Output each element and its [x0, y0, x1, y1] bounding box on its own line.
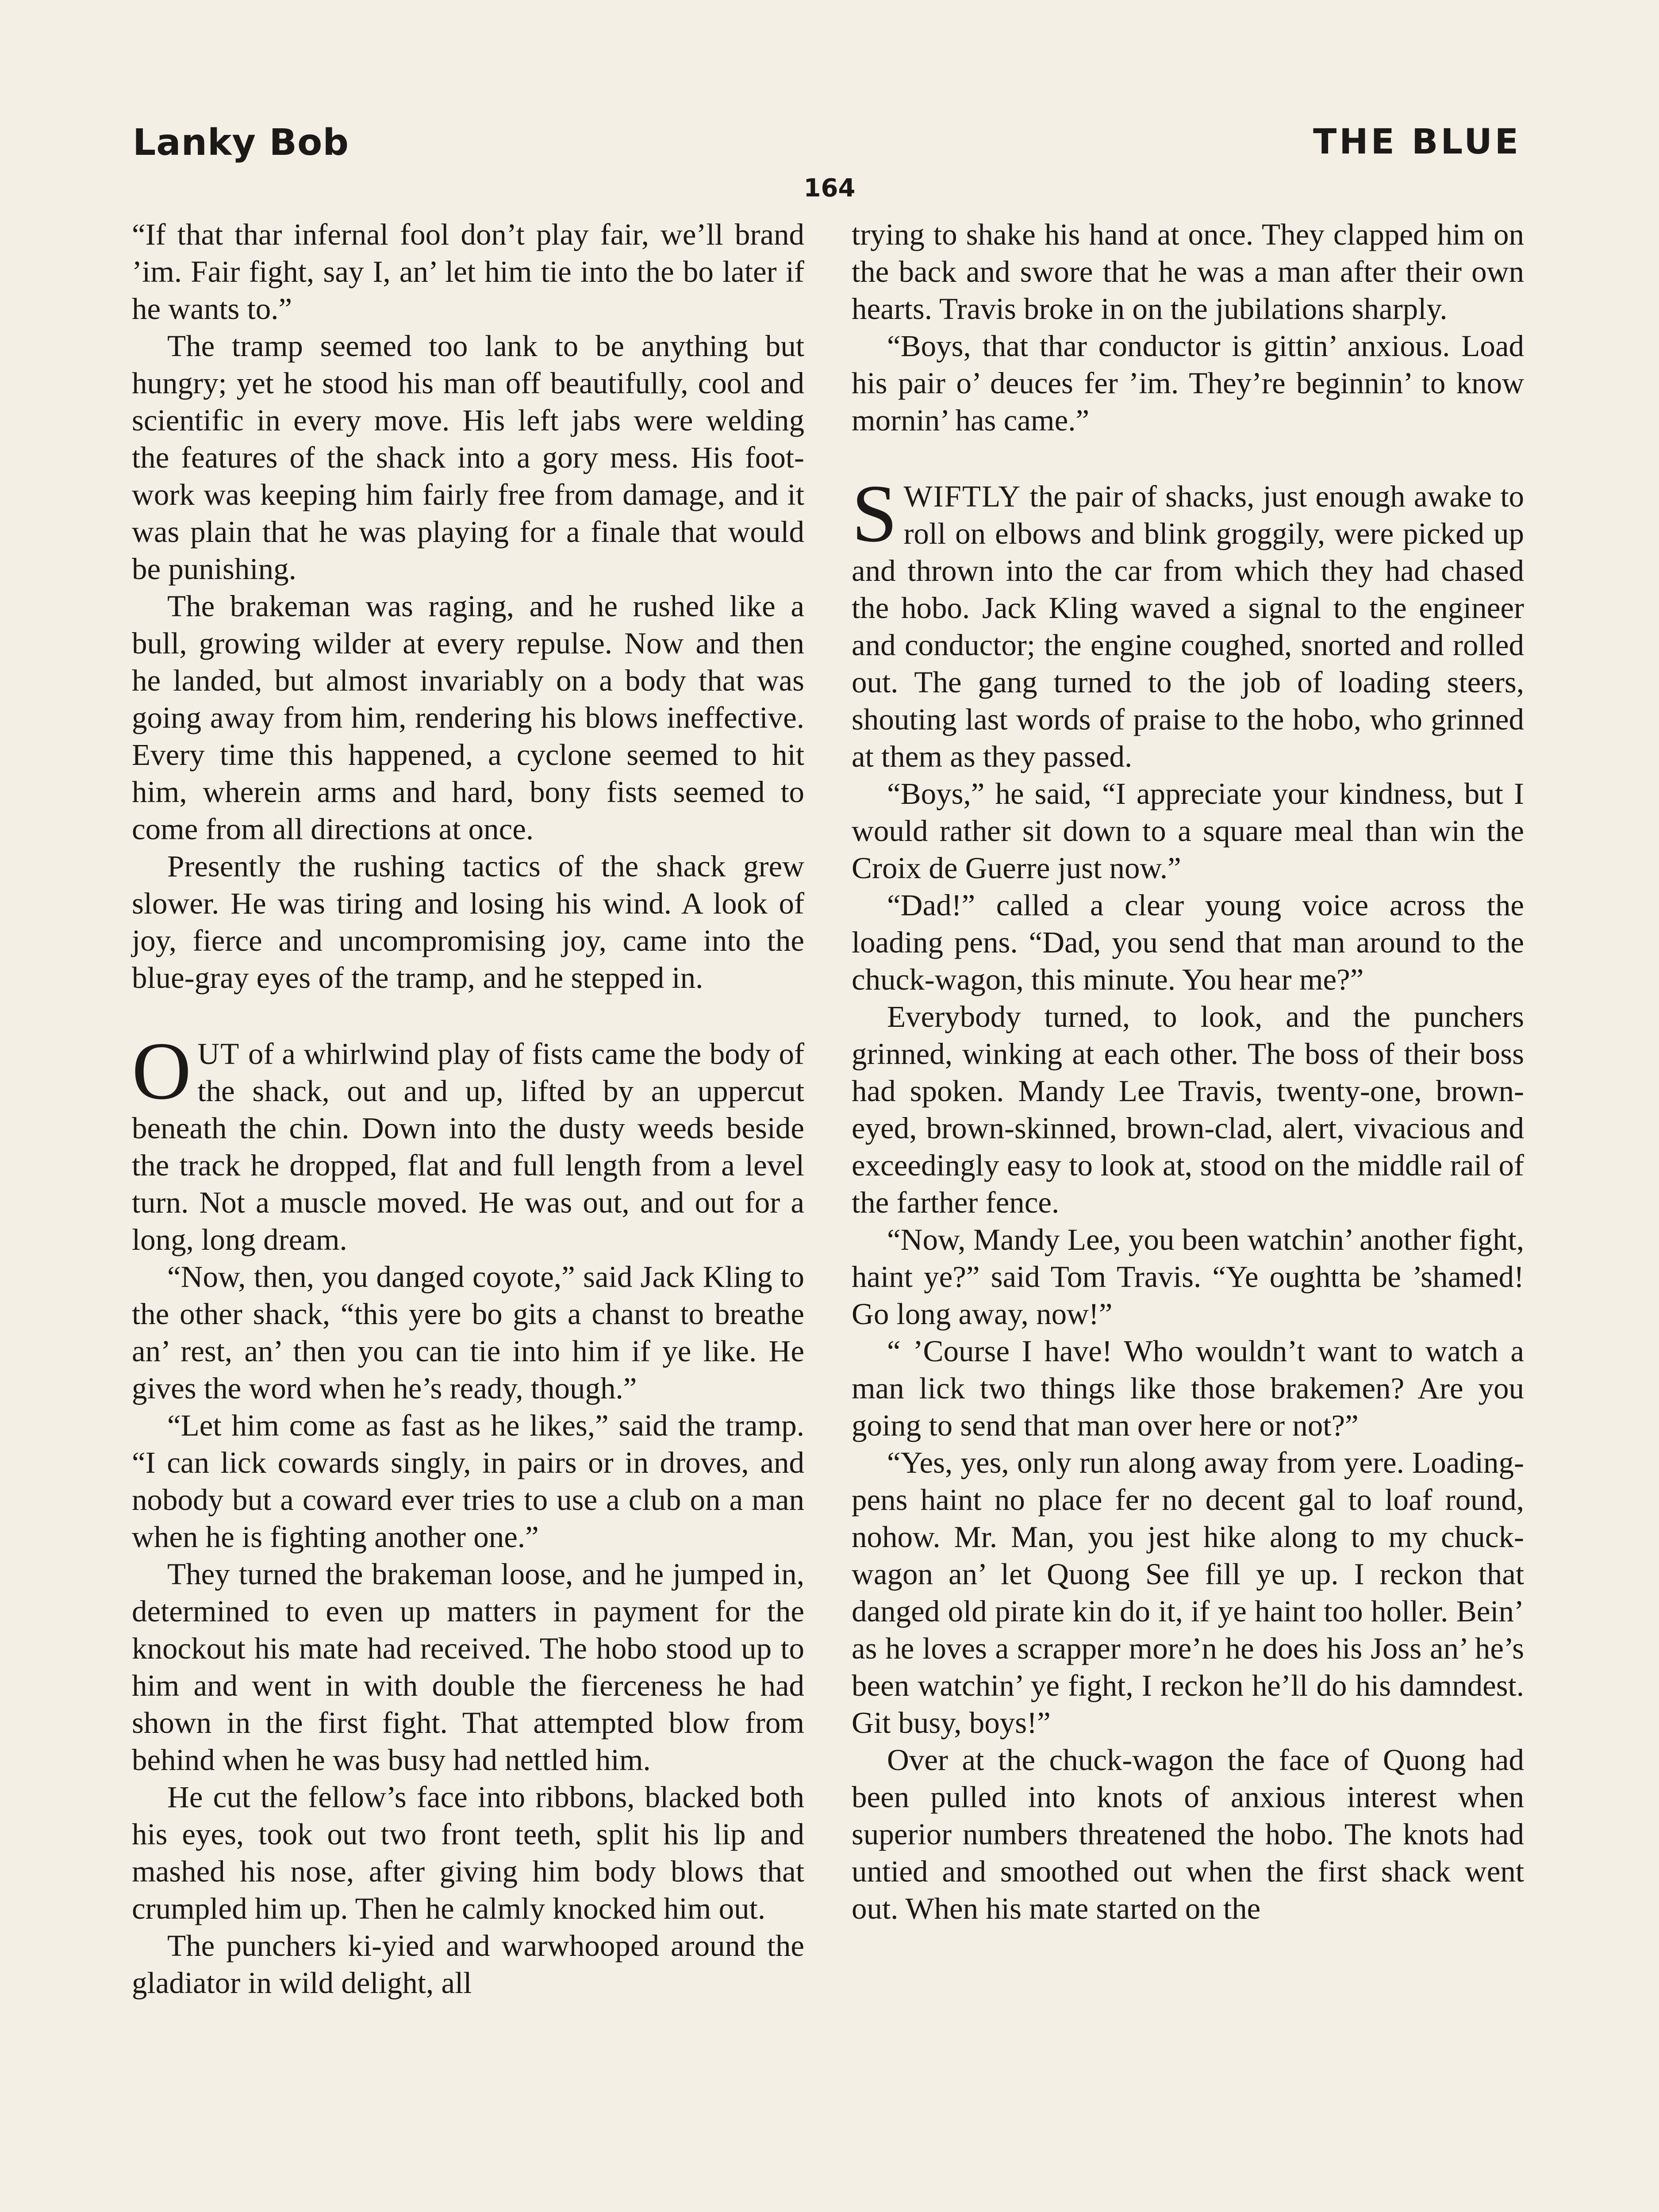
paragraph: “If that thar infernal fool don’t play fair, we’ll brand ’im. Fair fight, say I, an’ let him tie into the bo later if he wants to.” — [132, 218, 804, 326]
paragraph: “Boys, that thar conductor is gittin’ anxious. Load his pair o’ deuces fer ’im. They’re beginnin’ to know mornin’ has came.” — [852, 329, 1524, 437]
drop-cap: O — [132, 1025, 192, 1117]
paragraph: “Boys,” he said, “I appreciate your kindness, but I would rather sit down to a square meal than win the Croix de Guerre just now.” — [852, 777, 1524, 885]
paragraph: The tramp seemed too lank to be anything but hungry; yet he stood his man off beautifully, cool and scientific in every move. His left jabs were welding the features of the shack into a gory mess. His foot-work was keeping him fairly free from damage, and it was plain that he was playing for a finale that would be punishing. — [132, 329, 804, 586]
section-opening-paragraph — [132, 1025, 804, 1258]
drop-cap: S — [852, 468, 898, 559]
paragraph: “Dad!” called a clear young voice across the loading pens. “Dad, you send that man around to the chuck-wagon, this minute. You hear me?” — [852, 888, 1524, 996]
paragraph: “Now, Mandy Lee, you been watchin’ another fight, haint ye?” said Tom Travis. “Ye oughtta be ’shamed! Go long away, now!” — [852, 1223, 1524, 1331]
small-caps-lead: UT — [197, 1037, 240, 1071]
paragraph: “Let him come as fast as he likes,” said the tramp. “I can lick cowards singly, in pairs or in droves, and nobody but a coward ever tries to use a club on a man when he is fighting another one.” — [132, 1409, 804, 1554]
paragraph: He cut the fellow’s face into ribbons, blacked both his eyes, took out two front teeth, split his lip and mashed his nose, after giving him body blows that crumpled him up. Then he calmly knocked him out. — [132, 1780, 804, 1925]
small-caps-lead: WIFTLY — [903, 480, 1022, 513]
paragraph: “Yes, yes, only run along away from yere. Loading-pens haint no place fer no decent gal to loaf round, nohow. Mr. Man, you jest hike along to my chuck-wagon an’ let Quong See fill ye up. I reckon that danged old pirate kin do it, if ye haint too holler. Bein’ as he loves a scrapper more’n he does his Joss an’ he’s been watchin’ ye fight, I reckon he’ll do his damndest. Git busy, boys!” — [852, 1446, 1524, 1740]
paragraph: The punchers ki-yied and warwhooped around the gladiator in wild delight, all — [132, 1929, 804, 2000]
paragraph-text: the pair of shacks, just enough awake to roll on elbows and blink groggily, were picked up and thrown into the car from which they had chased the hobo. Jack Kling waved a signal to the engineer and conductor; the engine coughed, snorted and rolled out. The gang turned to the job of loading steers, shouting last words of praise to the hobo, who grinned at them as they passed. — [852, 480, 1524, 773]
paragraph: They turned the brakeman loose, and he jumped in, determined to even up matters in payment for the knockout his mate had received. The hobo stood up to him and went in with double the fierceness he had shown in the first fight. That attempted blow from behind when he was busy had nettled him. — [132, 1557, 804, 1777]
section-opening-paragraph — [852, 468, 1524, 775]
running-head-magazine-title: THE BLUE — [1313, 122, 1521, 162]
paragraph: “Now, then, you danged coyote,” said Jack Kling to the other shack, “this yere bo gits a chanst to breathe an’ rest, an’ then you can tie into him if ye like. He gives the word when he’s ready, though.” — [132, 1260, 804, 1405]
paragraph: trying to shake his hand at once. They clapped him on the back and swore that he was a man after their own hearts. Travis broke in on the jubilations sharply. — [852, 218, 1524, 326]
paragraph: Over at the chuck-wagon the face of Quong had been pulled into knots of anxious interest when superior numbers threatened the hobo. The knots had untied and smoothed out when the first shack went out. When his mate started on the — [852, 1743, 1524, 1925]
paragraph-text: of a whirlwind play of fists came the body of the shack, out and up, lifted by an uppercut beneath the chin. Down into the dusty weeds beside the track he dropped, flat and full length from a level turn. Not a muscle moved. He was out, and out for a long, long dream. — [132, 1037, 804, 1256]
paragraph: Everybody turned, to look, and the punchers grinned, winking at each other. The boss of their boss had spoken. Mandy Lee Travis, twenty-one, brown-eyed, brown-skinned, brown-clad, alert, vivacious and exceedingly easy to look at, stood on the middle rail of the farther fence. — [852, 1000, 1524, 1219]
paragraph: The brakeman was raging, and he rushed like a bull, growing wilder at every repulse. Now and then he landed, but almost invariably on a body that was going away from him, rendering his blows ineffective. Every time this happened, a cyclone seemed to hit him, wherein arms and hard, bony fists seemed to come from all directions at once. — [132, 589, 804, 846]
running-head-story-title: Lanky Bob — [133, 122, 349, 164]
paragraph: “ ’Course I have! Who wouldn’t want to watch a man lick two things like those brakemen? Are you going to send that man over here or not?” — [852, 1334, 1524, 1442]
paragraph: Presently the rushing tactics of the shack grew slower. He was tiring and losing his wind. A look of joy, fierce and uncompromising joy, came into the blue-gray eyes of the tramp, and he stepped in. — [132, 849, 804, 995]
left-text-column — [132, 216, 804, 2001]
right-text-column — [852, 216, 1524, 1927]
page-number: 164 — [803, 174, 856, 203]
